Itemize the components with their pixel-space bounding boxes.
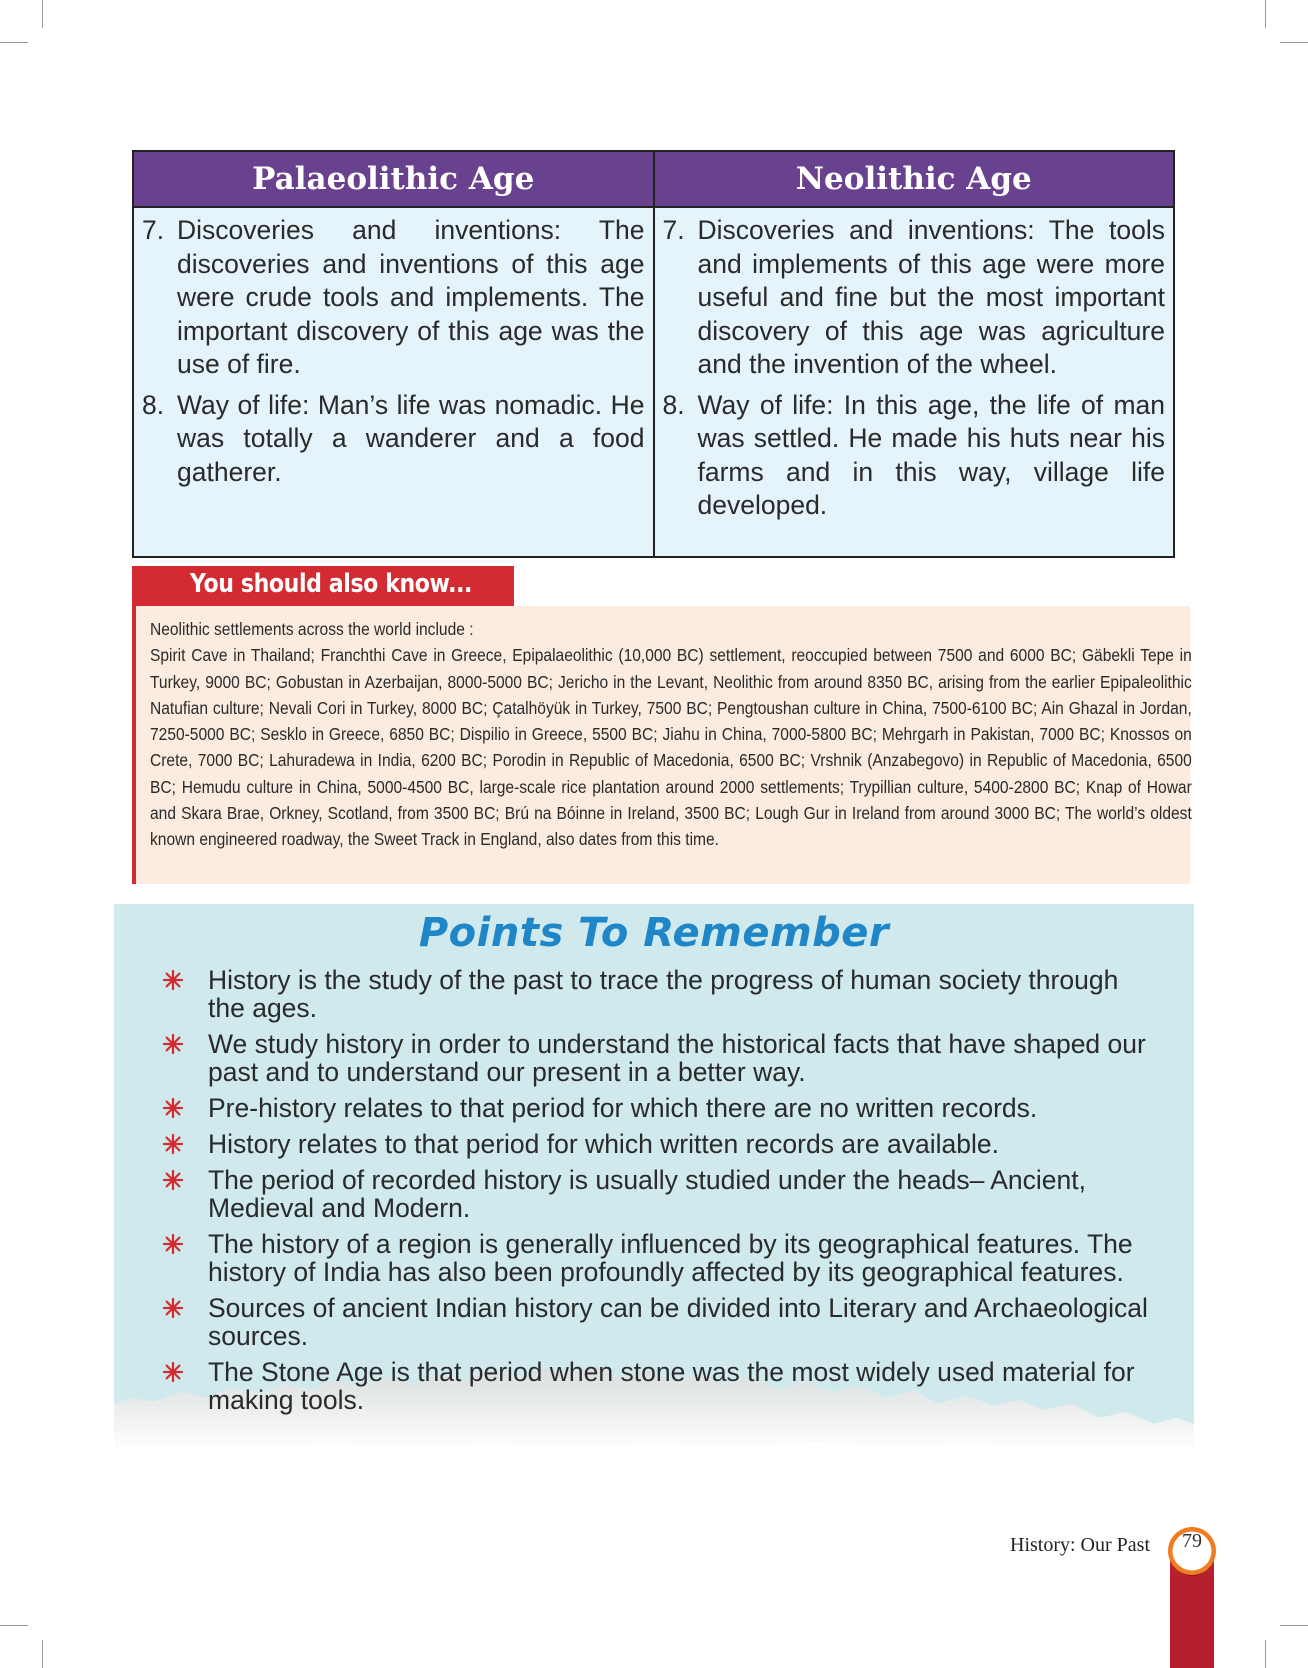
point-text: The history of a region is generally influenced by its geographical features. The history of India has also been profoundly affected by its geographical features. xyxy=(208,1229,1133,1287)
list-item xyxy=(150,1166,1160,1222)
table-header-row xyxy=(133,151,1174,207)
know-body: Spirit Cave in Thailand; Franchthi Cave in Greece, Epipalaeolithic (10,000 BC) settlement, reoccupied between 7500 and 6000 BC; Gäbekli Tepe in Turkey, 9000 BC; Gobustan in Azerbaijan, 8000-5000 BC; Jericho in the Levant, Neolithic from around 8350 BC, arising from the earlier Epipaleolithic Natufian culture; Nevali Cori in Turkey, 8000 BC; Çatalhöyük in Turkey, 7500 BC; Pengtoushan culture in China, 7500-6100 BC; Ain Ghazal in Jordan, 7250-5000 BC; Sesklo in Greece, 6850 BC; Dispilio in Greece, 5500 BC; Jiahu in China, 7000-5800 BC; Mehrgarh in Pakistan, 7000 BC; Knossos on Crete, 7000 BC; Lahuradewa in India, 6200 BC; Porodin in Republic of Macedonia, 6500 BC; Vrshnik (Anzabegovo) in Republic of Macedonia, 6500 BC; Hemudu culture in China, 5000-4500 BC, large-scale rice plantation around 2000 settlements; Trypillian culture, 5400-2800 BC; Knap of Howar and Skara Brae, Orkney, Scotland, from 3500 BC; Brú na Bóinne in Ireland, 3500 BC; Lough Gur in Ireland from around 3000 BC; The world’s oldest known engineered roadway, the Sweet Track in England, also dates from this time. xyxy=(150,645,1192,850)
point-text: Pre-history relates to that period for which there are no written records. xyxy=(208,1093,1038,1123)
point-text: History relates to that period for which written records are available. xyxy=(208,1129,999,1159)
list-item xyxy=(150,966,1160,1022)
book-title: History: Our Past xyxy=(1010,1534,1150,1556)
crop-mark xyxy=(1265,1640,1266,1668)
comparison-table xyxy=(132,150,1175,558)
know-intro: Neolithic settlements across the world include : xyxy=(150,619,474,639)
points-list xyxy=(150,966,1160,1422)
crop-mark xyxy=(1265,0,1266,28)
crop-mark xyxy=(1280,42,1308,43)
list-item xyxy=(150,1030,1160,1086)
flower-bullet-icon xyxy=(162,1361,184,1383)
item-number: 7. xyxy=(662,215,685,245)
palaeolithic-header: Palaeolithic Age xyxy=(133,151,654,207)
item-text: Discoveries and inventions: The discoveries and inventions of this age were crude tools and implements. The important discovery of this age was the use of fire. xyxy=(177,215,645,379)
list-item xyxy=(150,1294,1160,1350)
flower-bullet-icon xyxy=(162,1233,184,1255)
know-heading-tab xyxy=(132,566,514,606)
item-number: 8. xyxy=(662,389,685,420)
point-text: The Stone Age is that period when stone was the most widely used material for making tools. xyxy=(208,1357,1135,1415)
crop-mark xyxy=(42,1640,43,1668)
item-text: Way of life: Man’s life was nomadic. He was totally a wanderer and a food gatherer. xyxy=(177,389,645,487)
flower-bullet-icon xyxy=(162,969,184,991)
point-text: We study history in order to understand the historical facts that have shaped our past and to understand our present in a better way. xyxy=(208,1029,1146,1087)
point-text: History is the study of the past to trace the progress of human society through the ages. xyxy=(208,965,1119,1023)
neolithic-header: Neolithic Age xyxy=(654,151,1175,207)
flower-bullet-icon xyxy=(162,1097,184,1119)
neolithic-cell xyxy=(654,207,1175,557)
page-number: 79 xyxy=(1182,1530,1202,1552)
know-text xyxy=(150,616,1192,853)
list-item xyxy=(150,1358,1160,1414)
points-title: Points To Remember xyxy=(418,910,890,956)
list-item xyxy=(663,214,1166,382)
crop-mark xyxy=(0,1625,28,1626)
item-text: Discoveries and inventions: The tools and implements of this age were more useful and fine but the most important discovery of this age was agriculture and the invention of the wheel. xyxy=(697,215,1165,379)
flower-bullet-icon xyxy=(162,1033,184,1055)
know-heading: You should also know... xyxy=(190,569,473,599)
list-item xyxy=(150,1130,1160,1158)
list-item xyxy=(142,389,645,490)
crop-mark xyxy=(0,42,28,43)
flower-bullet-icon xyxy=(162,1297,184,1319)
list-item xyxy=(150,1230,1160,1286)
flower-bullet-icon xyxy=(162,1133,184,1155)
point-text: Sources of ancient Indian history can be divided into Literary and Archaeological sources. xyxy=(208,1293,1148,1351)
point-text: The period of recorded history is usually studied under the heads– Ancient, Medieval and Modern. xyxy=(208,1165,1086,1223)
crop-mark xyxy=(1280,1625,1308,1626)
list-item xyxy=(663,389,1166,523)
item-number: 8. xyxy=(142,389,165,420)
item-number: 7. xyxy=(142,215,165,245)
item-text: Way of life: In this age, the life of man was settled. He made his huts near his farms and in this way, village life developed. xyxy=(697,389,1165,520)
crop-mark xyxy=(42,0,43,28)
table-row xyxy=(133,207,1174,557)
flower-bullet-icon xyxy=(162,1169,184,1191)
points-to-remember xyxy=(114,904,1194,1484)
list-item xyxy=(142,214,645,382)
know-box xyxy=(132,606,1190,884)
palaeolithic-cell xyxy=(133,207,654,557)
list-item xyxy=(150,1094,1160,1122)
